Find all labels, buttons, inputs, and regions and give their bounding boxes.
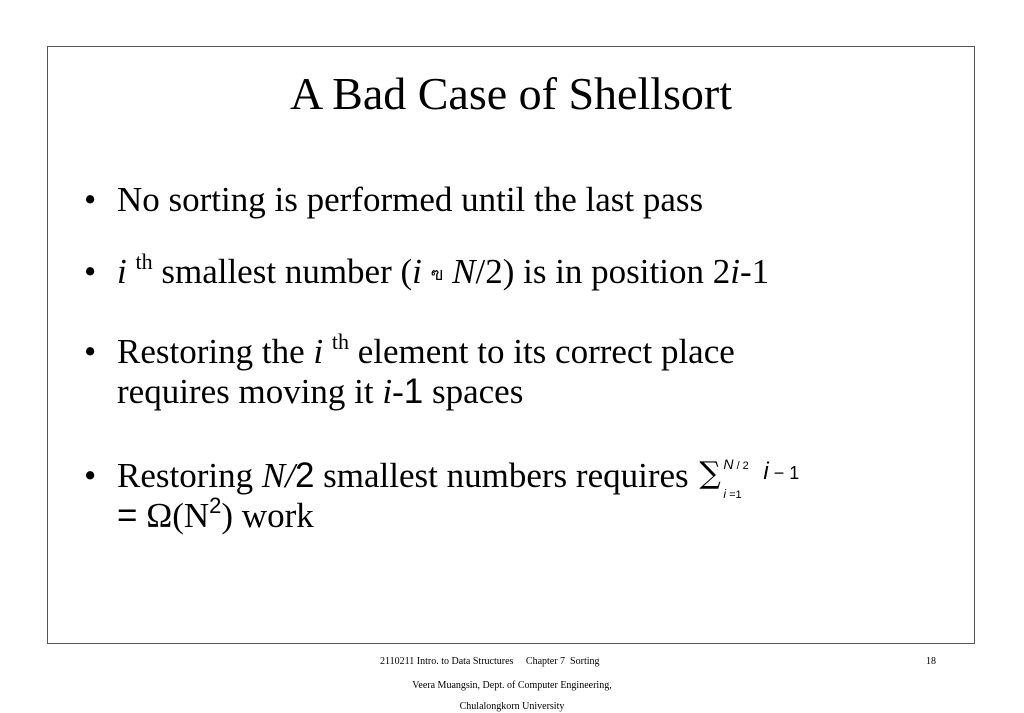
superscript-2: 2 — [209, 493, 222, 518]
bullet-symbol: • — [84, 332, 97, 371]
var-n: N — [452, 252, 476, 291]
text-fragment: ) work — [221, 496, 314, 535]
dash: - — [392, 372, 404, 411]
lower-rest: =1 — [726, 489, 742, 501]
var-i: i — [763, 458, 769, 485]
footer-university: Chulalongkorn University — [459, 701, 565, 712]
sigma-symbol: ∑ — [699, 456, 721, 491]
bullet-text — [117, 329, 735, 376]
text-fragment: smallest number ( — [152, 252, 413, 291]
var-n: N — [261, 456, 286, 495]
slide-title: A Bad Case of Shellsort — [289, 68, 733, 119]
slash: / — [285, 456, 295, 495]
body-rest: − 1 — [768, 463, 800, 483]
var-i: i — [382, 372, 393, 411]
summation-formula — [697, 456, 815, 501]
sum-lower-limit — [723, 474, 741, 515]
text-fragment: spaces — [423, 372, 524, 411]
bullet-symbol: • — [84, 252, 97, 291]
var-i: i — [412, 252, 422, 291]
bullet-text-continuation — [117, 372, 523, 412]
text-fragment: /2) is in position 2 — [475, 252, 731, 291]
number-two: 2 — [294, 456, 315, 495]
number-one: 1 — [403, 372, 424, 411]
text-fragment: Restoring — [117, 456, 262, 495]
bullet-text — [117, 456, 815, 501]
text-fragment: smallest numbers requires — [314, 456, 698, 495]
bullet-text: No sorting is performed until the last pass — [117, 180, 704, 219]
var-i: i — [117, 252, 127, 291]
bullet-text — [117, 249, 770, 298]
text-fragment: element to its correct place — [348, 332, 735, 371]
page-number: 18 — [926, 656, 936, 667]
footer-author: Veera Muangsin, Dept. of Computer Engineering, — [412, 680, 612, 691]
omega-text: Ω(N — [137, 496, 210, 535]
footer-course: 2110211 Intro. to Data Structures Chapter 7 Sorting — [380, 656, 600, 667]
bullet-symbol: • — [84, 456, 97, 495]
bullet-text-continuation — [117, 493, 314, 540]
superscript-th: th — [135, 249, 153, 274]
leq-symbol: ฃ — [430, 264, 444, 285]
var-i: i — [313, 332, 324, 371]
sum-body — [763, 452, 799, 493]
equals-sign: = — [117, 496, 138, 535]
superscript-th: th — [331, 329, 349, 354]
var-n: N — [723, 456, 734, 472]
upper-rest: / 2 — [733, 460, 749, 472]
text-fragment: requires moving it — [117, 372, 383, 411]
var-i: i — [723, 487, 727, 501]
text-fragment: -1 — [739, 252, 770, 291]
bullet-symbol: • — [84, 180, 97, 219]
text-fragment: Restoring the — [117, 332, 314, 371]
var-i: i — [730, 252, 740, 291]
